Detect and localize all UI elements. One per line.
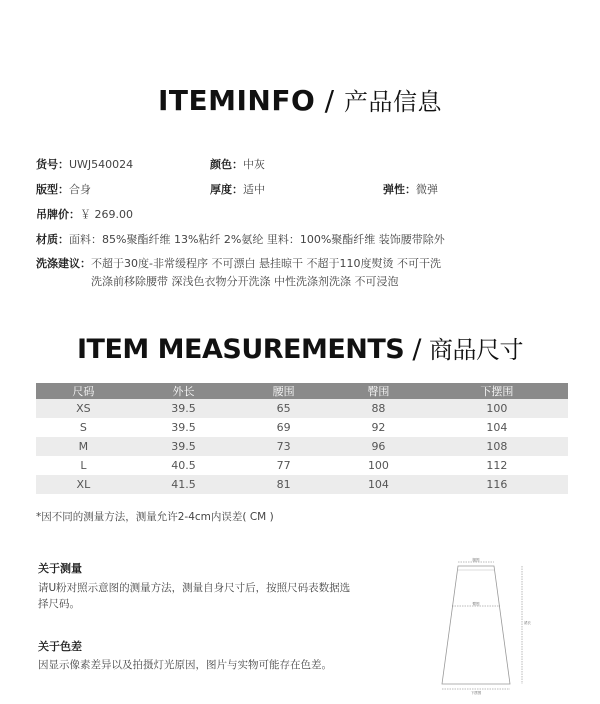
column-header: 腰围 bbox=[236, 383, 331, 399]
table-cell: 41.5 bbox=[131, 475, 237, 494]
info-wash: 洗涤建议：不超于30度-非常缓程序 不可漂白 悬挂晾干 不超于110度熨烫 不可干洗 bbox=[36, 257, 441, 270]
table-cell: 65 bbox=[236, 399, 331, 418]
about-color-text: 因显示像素差异以及拍摄灯光原因，图片与实物可能存在色差。 bbox=[38, 659, 332, 671]
table-cell: 69 bbox=[236, 418, 331, 437]
info-thickness: 厚度：适中 bbox=[210, 183, 265, 196]
info-material: 材质：面料：85%聚酯纤维 13%粘纤 2%氨纶 里料：100%聚酯纤维 装饰腰带除外 bbox=[36, 233, 445, 246]
table-row bbox=[36, 437, 568, 456]
table-cell: XS bbox=[36, 399, 131, 418]
info-color: 颜色：中灰 bbox=[210, 158, 265, 171]
table-cell: 77 bbox=[236, 456, 331, 475]
about-color-title: 关于色差 bbox=[38, 640, 82, 653]
hip-label: 臀围 bbox=[472, 602, 480, 606]
table-cell: 40.5 bbox=[131, 456, 237, 475]
table-cell: 39.5 bbox=[131, 399, 237, 418]
about-measure-text: 请U粉对照示意图的测量方法，测量自身尺寸后，按照尺码表数据选 择尺码。 bbox=[38, 582, 351, 610]
info-wash-line2: 洗涤前移除腰带 深浅色衣物分开洗涤 中性洗涤剂洗涤 不可浸泡 bbox=[91, 275, 399, 288]
table-cell: M bbox=[36, 437, 131, 456]
table-cell: 104 bbox=[331, 475, 426, 494]
column-header: 臀围 bbox=[331, 383, 426, 399]
table-cell: 104 bbox=[426, 418, 568, 437]
table-header-row bbox=[36, 383, 568, 399]
table-cell: 88 bbox=[331, 399, 426, 418]
size-table bbox=[36, 383, 568, 494]
table-cell: 73 bbox=[236, 437, 331, 456]
table-cell: 39.5 bbox=[131, 437, 237, 456]
table-cell: 39.5 bbox=[131, 418, 237, 437]
skirt-outline bbox=[442, 566, 510, 684]
table-cell: L bbox=[36, 456, 131, 475]
table-cell: 100 bbox=[331, 456, 426, 475]
column-header: 尺码 bbox=[36, 383, 131, 399]
table-cell: 100 bbox=[426, 399, 568, 418]
section-title-item-info: ITEMINFO / 产品信息 bbox=[157, 84, 443, 117]
hem-label: 下摆围 bbox=[470, 691, 482, 695]
table-row bbox=[36, 456, 568, 475]
table-row bbox=[36, 475, 568, 494]
table-cell: 112 bbox=[426, 456, 568, 475]
info-fit: 版型：合身 bbox=[36, 183, 91, 196]
table-cell: 116 bbox=[426, 475, 568, 494]
about-measure-title: 关于测量 bbox=[38, 562, 82, 575]
table-row bbox=[36, 418, 568, 437]
column-header: 下摆围 bbox=[426, 383, 568, 399]
info-item-no: 货号：UWJ540024 bbox=[36, 158, 134, 171]
measurement-note: *因不同的测量方法，测量允许2-4cm内误差( CM ) bbox=[36, 511, 274, 523]
table-cell: 81 bbox=[236, 475, 331, 494]
table-cell: XL bbox=[36, 475, 131, 494]
info-elasticity: 弹性：微弹 bbox=[383, 183, 438, 196]
table-cell: 96 bbox=[331, 437, 426, 456]
info-price: 吊牌价：￥ 269.00 bbox=[36, 208, 133, 221]
table-cell: 92 bbox=[331, 418, 426, 437]
table-cell: S bbox=[36, 418, 131, 437]
column-header: 外长 bbox=[131, 383, 237, 399]
section-title-measurements: ITEM MEASUREMENTS / 商品尺寸 bbox=[76, 334, 524, 365]
table-row bbox=[36, 399, 568, 418]
waist-label: 腰围 bbox=[472, 558, 480, 562]
skirt-measurement-diagram bbox=[430, 556, 535, 696]
length-label: 裙长 bbox=[524, 621, 531, 625]
table-cell: 108 bbox=[426, 437, 568, 456]
